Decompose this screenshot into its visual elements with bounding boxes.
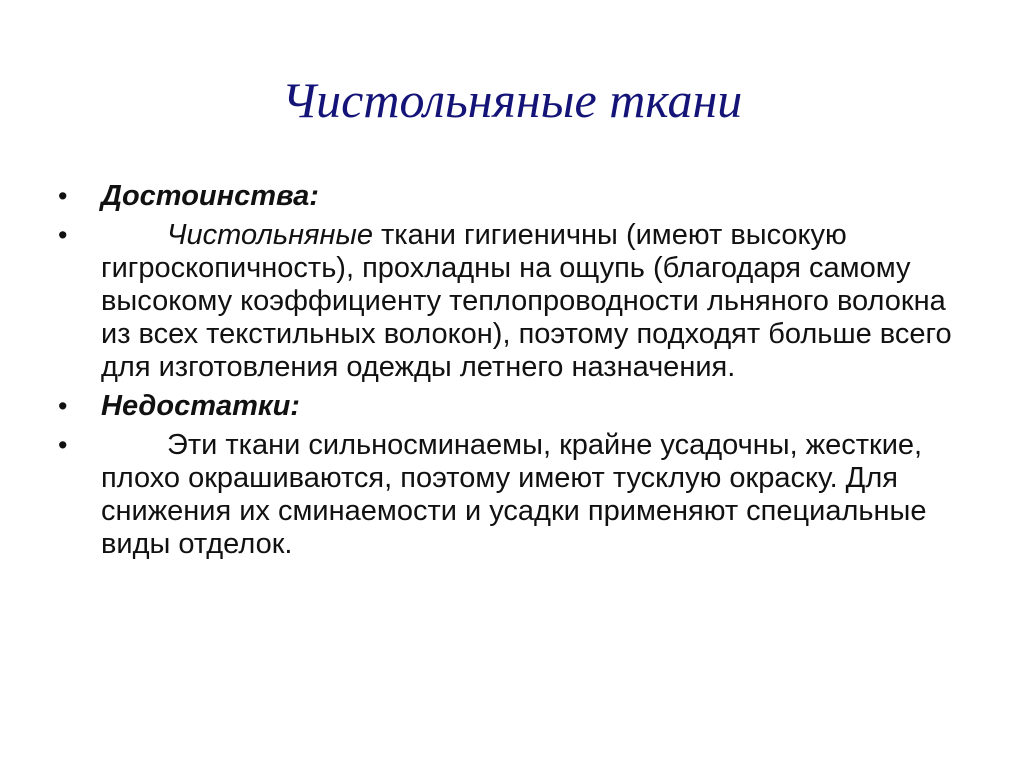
bullet-dot: • xyxy=(58,430,68,460)
bullet-dot: • xyxy=(58,391,68,421)
bullet-item-advantages-text xyxy=(58,219,958,384)
bullet-item-disadvantages-heading xyxy=(58,390,958,423)
bullet-item-disadvantages-text xyxy=(58,429,958,561)
bullet-dot: • xyxy=(58,181,68,211)
bullet-list xyxy=(58,180,958,567)
bullet-dot: • xyxy=(58,220,68,250)
disadvantages-heading: Недостатки: xyxy=(101,390,300,422)
bullet-item-advantages-heading xyxy=(58,180,958,213)
advantages-heading: Достоинства: xyxy=(101,180,319,212)
disadvantages-text: Эти ткани сильносминаемы, крайне усадочны, жесткие, плохо окрашиваются, поэтому имеют тусклую окраску. Для снижения их сминаемости и усадки применяют специальные виды отделок. xyxy=(101,429,927,560)
slide-title: Чистольняные ткани xyxy=(281,72,743,128)
advantages-emphasis: Чистольняные xyxy=(167,219,373,251)
advantages-text: ткани гигиеничны (имеют высокую гигроскопичность), прохладны на ощупь (благодаря самому высокому коэффициенту теплопроводности льняного волокна из всех текстильных волокон), поэтому подходят больше всего для изготовления одежды летнего назначения. xyxy=(101,219,952,383)
